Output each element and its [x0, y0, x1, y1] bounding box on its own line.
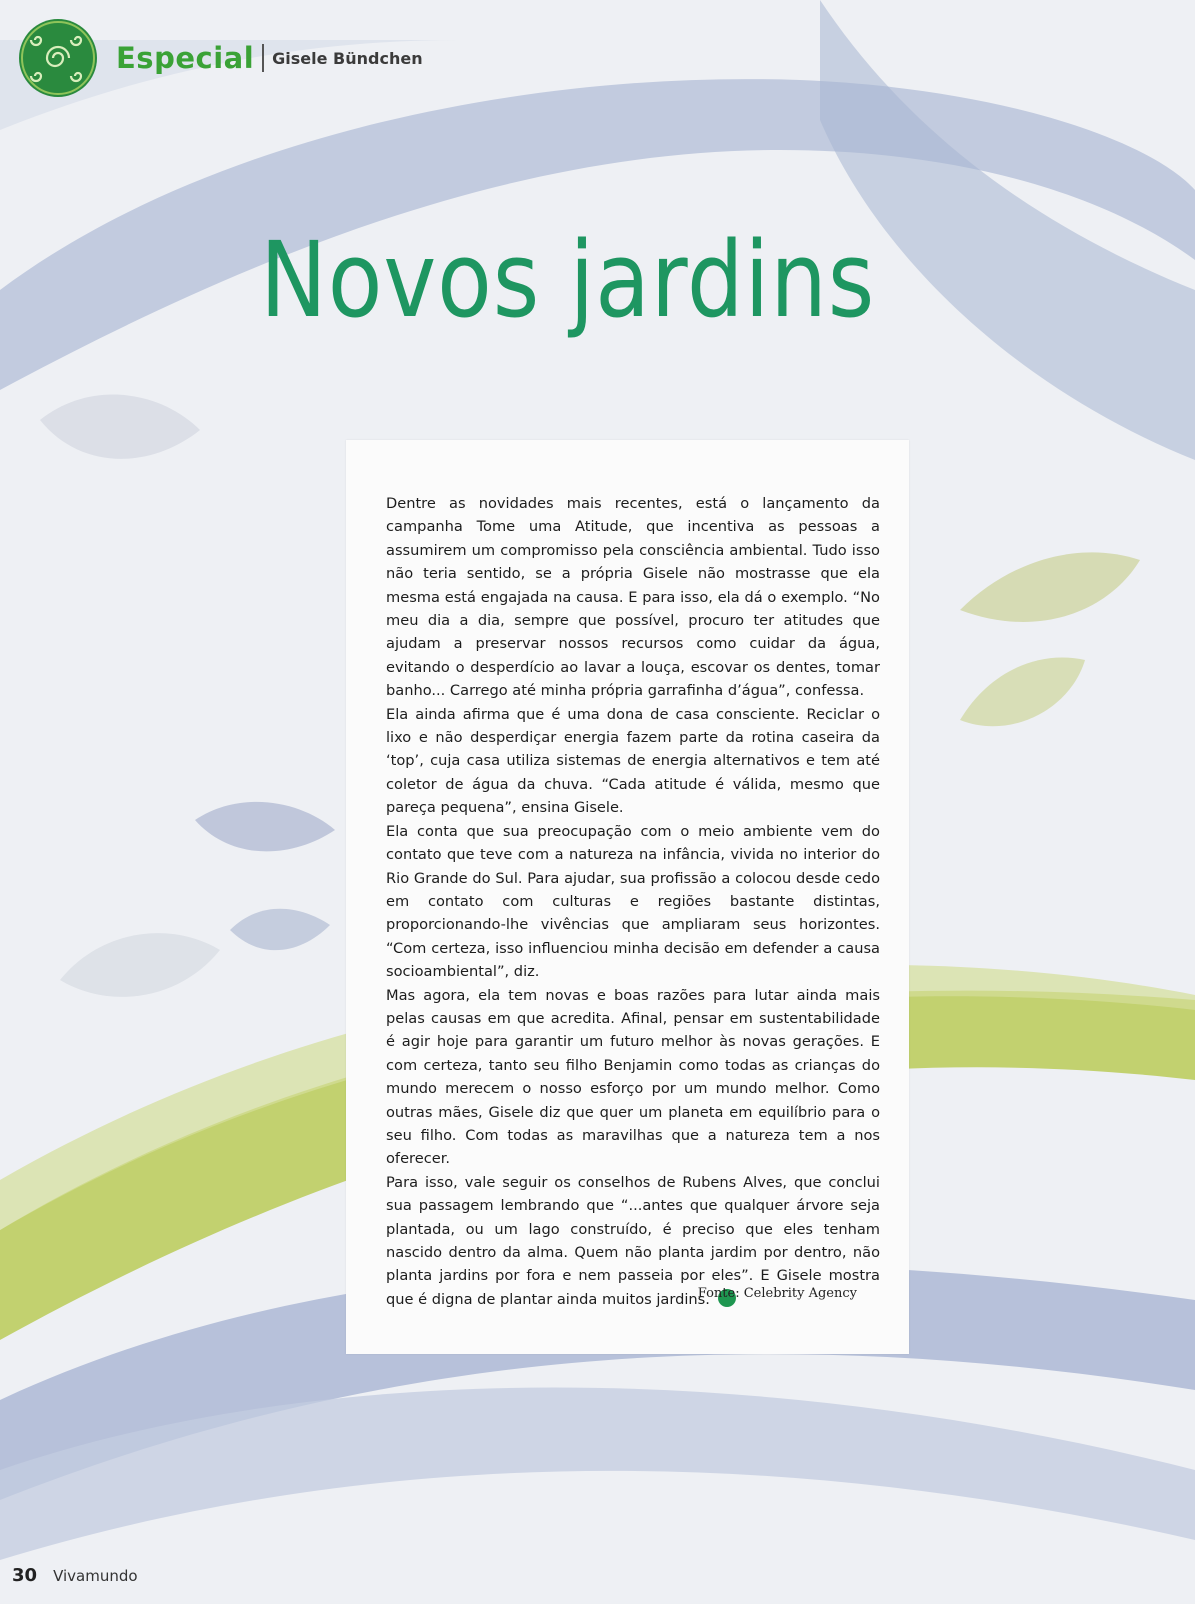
paragraph-2: Ela ainda afirma que é uma dona de casa consciente. Reciclar o lixo e não desperdiçar energia fazem parte da rotina caseira da ‘top’, cuja casa utiliza sistemas de energia alternativos e tem até coletor de água da chuva. “Cada atitude é válida, mesmo que pareça pequena”, ensina Gisele.: [386, 705, 880, 817]
article-body: [386, 492, 880, 1311]
page-footer: [12, 1565, 138, 1586]
section-label: Especial: [116, 41, 255, 75]
page-number: 30: [12, 1565, 38, 1586]
magazine-name: Vivamundo: [53, 1567, 138, 1585]
paragraph-3: Ela conta que sua preocupação com o meio ambiente vem do contato que teve com a natureza na infância, vivida no interior do Rio Grande do Sul. Para ajudar, sua profissão a colocou desde cedo em contato com culturas e regiões bastante distintas, proporcionando-lhe vivências que ampliaram seus horizontes. “Com certeza, isso influenciou minha decisão em defender a causa socioambiental”, diz.: [386, 822, 880, 981]
subject-label: Gisele Bündchen: [272, 48, 423, 68]
page-header: [18, 18, 423, 98]
paragraph-1: Dentre as novidades mais recentes, está o lançamento da campanha Tome uma Atitude, que incentiva as pessoas a assumirem um compromisso pela consciência ambiental. Tudo isso não teria sentido, se a própria Gisele não mostrasse que ela mesma está engajada na causa. E para isso, ela dá o exemplo. “No meu dia a dia, sempre que possível, procuro ter atitudes que ajudam a preservar nossos recursos como cuidar da água, evitando o desperdício ao lavar a louça, escovar os dentes, tomar banho... Carrego até minha própria garrafinha d’água”, confessa.: [386, 495, 880, 700]
page-title: Novos jardins: [260, 219, 876, 341]
paragraph-5-text: Para isso, vale seguir os conselhos de Rubens Alves, que conclui sua passagem lembrando que “...antes que qualquer árvore seja plantada, ou um lago construído, é preciso que eles tenham nascido dentro da alma. Quem não planta jardim por dentro, não planta jardins por fora e nem passeia por eles”. E Gisele mostra que é digna de plantar ainda muitos jardins.: [386, 1173, 880, 1308]
green-spiral-logo-icon: [18, 18, 98, 98]
source-credit: Fonte: Celebrity Agency: [697, 1286, 857, 1301]
paragraph-4: Mas agora, ela tem novas e boas razões para lutar ainda mais pelas causas em que acredita. Afinal, pensar em sustentabilidade é agir hoje para garantir um futuro melhor às novas gerações. E com certeza, tanto seu filho Benjamin como todas as crianças do mundo merecem o nosso esforço por um mundo melhor. Como outras mães, Gisele diz que quer um planeta em equilíbrio para o seu filho. Com todas as maravilhas que a natureza tem a nos oferecer.: [386, 986, 880, 1168]
article-box: [346, 440, 909, 1354]
header-separator: [262, 44, 264, 72]
